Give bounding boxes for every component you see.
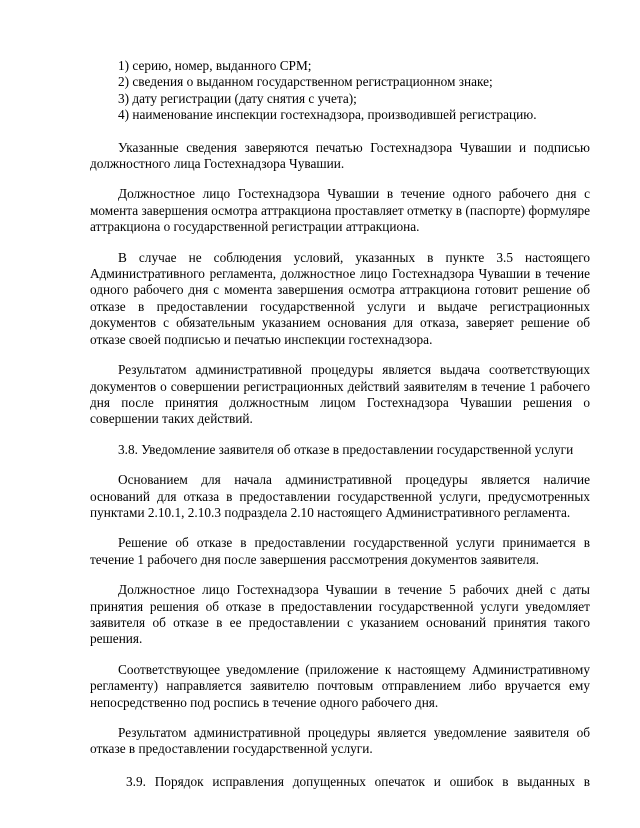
registration-details-list — [90, 58, 590, 124]
list-item: 1) серию, номер, выданного СРМ; — [118, 58, 312, 73]
list-item: 4) наименование инспекции гостехнадзора, производившей регистрацию. — [118, 107, 537, 123]
list-item: 2) сведения о выданном государственном регистрационном знаке; — [118, 74, 493, 90]
paragraph-postal-delivery: Соответствующее уведомление (приложение к настоящему Административному регламенту) направляется заявителю почтовым отправлением либо вручается ему непосредственно под роспись в течение одного рабочего дня. — [90, 661, 590, 710]
paragraph-notification: Должностное лицо Гостехнадзора Чувашии в течение 5 рабочих дней с даты принятия решения об отказе в предоставлении государственной услуги уведомляет заявителя об отказе в ее предоставлении с указанием оснований принятия такого решения. — [90, 582, 590, 647]
section-heading-3-9: 3.9. Порядок исправления допущенных опечаток и ошибок в выданных в — [126, 773, 590, 789]
paragraph-refusal-decision: Решение об отказе в предоставлении государственной услуги принимается в течение 1 рабочего дня после завершения рассмотрения документов заявителя. — [90, 535, 590, 567]
paragraph-grounds: Основанием для начала административной процедуры является наличие оснований для отказа в предоставлении государственной услуги, предусмотренных пунктами 2.10.1, 2.10.3 подраздела 2.10 настоящего Административного регламента. — [90, 472, 590, 520]
section-heading-3-8: 3.8. Уведомление заявителя об отказе в предоставлении государственной услуги — [118, 441, 574, 457]
paragraph-certification: Указанные сведения заверяются печатью Гостехнадзора Чувашии и подписью должностного лица Гостехнадзора Чувашии. — [90, 139, 590, 172]
paragraph-result-issuance: Результатом административной процедуры является выдача соответствующих документов о совершении регистрационных действий заявителям в течение 1 рабочего дня после принятия должностным лицом Гостехнадзора Чувашии решения о совершении таких действий. — [90, 362, 590, 427]
paragraph-refusal-conditions: В случае не соблюдения условий, указанных в пункте 3.5 настоящего Административного регламента, должностное лицо Гостехнадзора Чувашии в течение одного рабочего дня с момента завершения осмотра аттракциона готовит решение об отказе в предоставлении государственной услуги и выдаче регистрационных документов с обязательным указанием основания для отказа, заверяет решение об отказе своей подписью и печатью инспекции гостехнадзора. — [90, 249, 590, 347]
paragraph-result-notification: Результатом административной процедуры является уведомление заявителя об отказе в предоставлении государственной услуги. — [90, 725, 590, 757]
paragraph-passport-mark: Должностное лицо Гостехнадзора Чувашии в течение одного рабочего дня с момента завершения осмотра аттракциона проставляет отметку в (паспорте) формуляре аттракциона о государственной регистрации аттракциона. — [90, 186, 590, 235]
list-item: 3) дату регистрации (дату снятия с учета); — [118, 90, 357, 106]
